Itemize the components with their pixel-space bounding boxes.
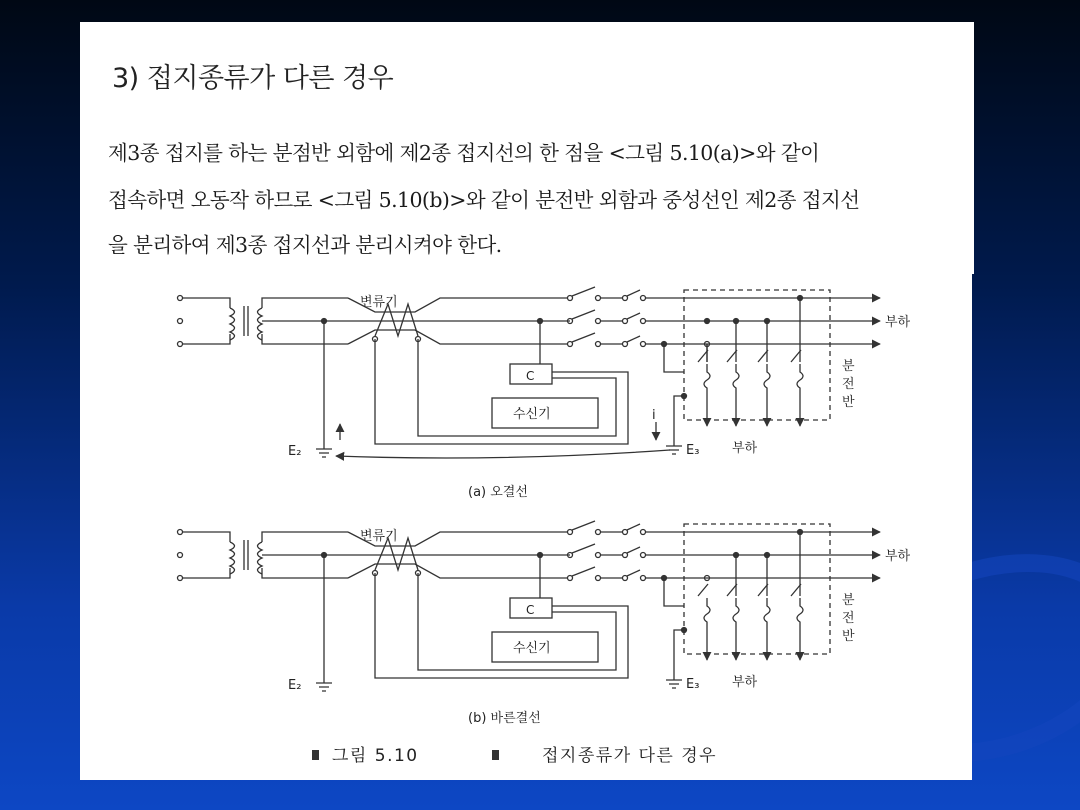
section-title: 3) 접지종류가 다른 경우 (112, 63, 394, 94)
e3-label-a: E₃ (686, 443, 700, 458)
ct-label-b: 변류기 (360, 529, 398, 544)
caption-b: (b) 바른결선 (468, 711, 541, 726)
paragraph-line-2: 접속하면 오동작 하므로 <그림 5.10(b)>와 같이 분전반 외함과 중성선인 제2종 접지선 (108, 188, 860, 212)
current-label: i (652, 408, 656, 423)
load-label-a-right: 부하 (885, 315, 911, 330)
ground-e2-icon (316, 449, 332, 457)
c-label-a: C (526, 369, 535, 383)
caption-marker-icon (312, 750, 319, 760)
transformer-icon (230, 540, 262, 574)
fuse-icons (698, 584, 803, 660)
ct-label-a: 변류기 (360, 295, 398, 310)
figure-caption (312, 745, 717, 766)
receiver-label-a: 수신기 (513, 407, 551, 422)
switches-icon (568, 521, 646, 581)
load-label-a-bottom: 부하 (732, 441, 758, 456)
transformer-icon (230, 306, 262, 340)
caption-a: (a) 오결선 (468, 485, 528, 500)
ground-e3-icon (666, 680, 682, 688)
circuit-figure (80, 274, 972, 780)
panel-label-a-1: 분 (842, 359, 855, 374)
paragraph-line-1: 제3종 접지를 하는 분점반 외함에 제2종 접지선의 한 점을 <그림 5.10(a)>와 같이 (108, 141, 820, 165)
panel-label-a-3: 반 (842, 395, 855, 410)
receiver-label-b: 수신기 (513, 641, 551, 656)
paragraph-line-3: 을 분리하여 제3종 접지선과 분리시켜야 한다. (108, 233, 502, 257)
panel-label-b-3: 반 (842, 629, 855, 644)
caption-marker-icon (492, 750, 499, 760)
panel-label-b-1: 분 (842, 593, 855, 608)
diagram-a-labels (288, 294, 911, 500)
figure-title: 접지종류가 다른 경우 (542, 746, 718, 766)
figure-number: 그림 5.10 (332, 746, 419, 766)
load-label-b-right: 부하 (885, 549, 911, 564)
c-label-b: C (526, 603, 535, 617)
panel-label-a-2: 전 (842, 377, 855, 392)
e2-label-b: E₂ (288, 678, 302, 693)
panel-label-b-2: 전 (842, 611, 855, 626)
fuse-icons (698, 350, 803, 426)
switches-icon (568, 287, 646, 347)
load-label-b-bottom: 부하 (732, 675, 758, 690)
ground-e2-icon (316, 683, 332, 691)
e2-label-a: E₂ (288, 444, 302, 459)
e3-label-b: E₃ (686, 677, 700, 692)
